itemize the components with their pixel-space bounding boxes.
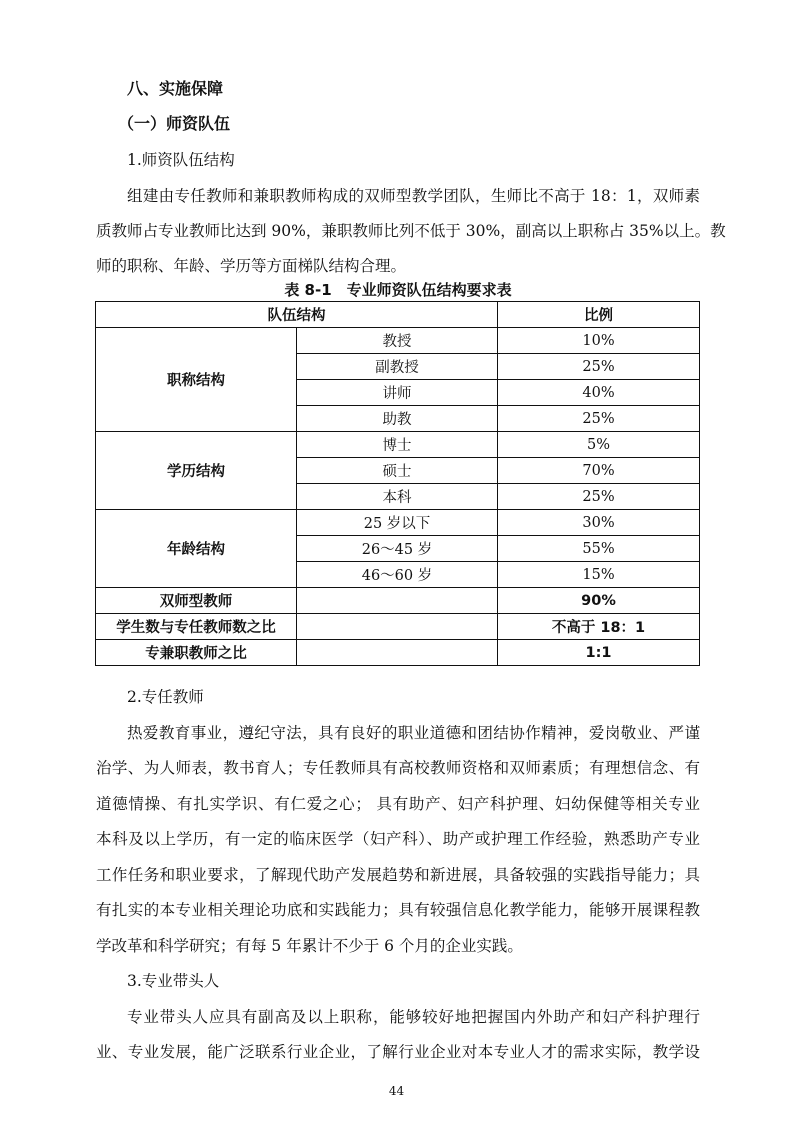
s2-line: 学改革和科学研究；有每 5 年累计不少于 6 个月的企业实践。 — [96, 937, 523, 955]
table-header: 比例 — [498, 302, 700, 328]
s1-line: 组建由专任教师和兼职教师构成的双师型教学团队，生师比不高于 18：1，双师素 — [127, 187, 700, 205]
s1-line: 质教师占专业教师比达到 90%，兼职教师比列不低于 30%，副高以上职称占 35%以上。教 — [96, 222, 726, 240]
table-cell: 硕士 — [297, 458, 498, 484]
table-cell: 46～60 岁 — [297, 562, 498, 588]
table-cell: 30% — [498, 510, 700, 536]
table-cell: 55% — [498, 536, 700, 562]
table-cell: 本科 — [297, 484, 498, 510]
s2-line: 有扎实的本专业相关理论功底和实践能力；具有较强信息化教学能力，能够开展课程教 — [96, 901, 700, 919]
summary-label: 双师型教师 — [96, 588, 297, 614]
summary-value: 1:1 — [498, 640, 700, 666]
table-cell: 助教 — [297, 406, 498, 432]
s3-line: 业、专业发展，能广泛联系行业企业，了解行业企业对本专业人才的需求实际，教学设 — [96, 1043, 700, 1061]
table-cell: 40% — [498, 380, 700, 406]
group-label: 年龄结构 — [96, 510, 297, 588]
s2-line: 本科及以上学历，有一定的临床医学（妇产科）、助产或护理工作经验，熟悉助产专业 — [96, 830, 700, 848]
s2-line: 热爱教育事业，遵纪守法，具有良好的职业道德和团结协作精神，爱岗敬业、严谨 — [127, 724, 700, 742]
s1-title: 1.师资队伍结构 — [127, 151, 235, 169]
table-cell: 5% — [498, 432, 700, 458]
table-cell: 25% — [498, 406, 700, 432]
staff-structure-table — [95, 301, 700, 666]
table-cell: 教授 — [297, 328, 498, 354]
group-label: 学历结构 — [96, 432, 297, 510]
table-cell: 讲师 — [297, 380, 498, 406]
table-caption: 表 8-1 专业师资队伍结构要求表 — [284, 281, 512, 299]
summary-label: 学生数与专任教师数之比 — [96, 614, 297, 640]
s2-line: 工作任务和职业要求，了解现代助产发展趋势和新进展，具备较强的实践指导能力；具 — [96, 866, 700, 884]
s2-line: 治学、为人师表，教书育人；专任教师具有高校教师资格和双师素质；有理想信念、有 — [96, 759, 700, 777]
table-cell: 10% — [498, 328, 700, 354]
table-cell: 26～45 岁 — [297, 536, 498, 562]
s2-title: 2.专任教师 — [127, 688, 204, 706]
s2-line: 道德情操、有扎实学识、有仁爱之心； 具有助产、妇产科护理、妇幼保健等相关专业 — [96, 795, 700, 813]
page-number: 44 — [388, 1084, 405, 1098]
table-cell: 博士 — [297, 432, 498, 458]
table-cell: 25 岁以下 — [297, 510, 498, 536]
summary-value: 不高于 18：1 — [498, 614, 700, 640]
table-cell: 70% — [498, 458, 700, 484]
table-cell: 25% — [498, 484, 700, 510]
summary-label: 专兼职教师之比 — [96, 640, 297, 666]
table-cell: 15% — [498, 562, 700, 588]
s3-title: 3.专业带头人 — [127, 972, 220, 990]
s3-line: 专业带头人应具有副高及以上职称，能够较好地把握国内外助产和妇产科护理行 — [127, 1008, 700, 1026]
table-cell: 25% — [498, 354, 700, 380]
subsection-heading: （一）师资队伍 — [118, 114, 231, 133]
summary-value: 90% — [498, 588, 700, 614]
table-header: 队伍结构 — [96, 302, 498, 328]
table-cell: 副教授 — [297, 354, 498, 380]
group-label: 职称结构 — [96, 328, 297, 432]
s1-line: 师的职称、年龄、学历等方面梯队结构合理。 — [96, 257, 407, 275]
section-heading: 八、实施保障 — [127, 79, 224, 98]
